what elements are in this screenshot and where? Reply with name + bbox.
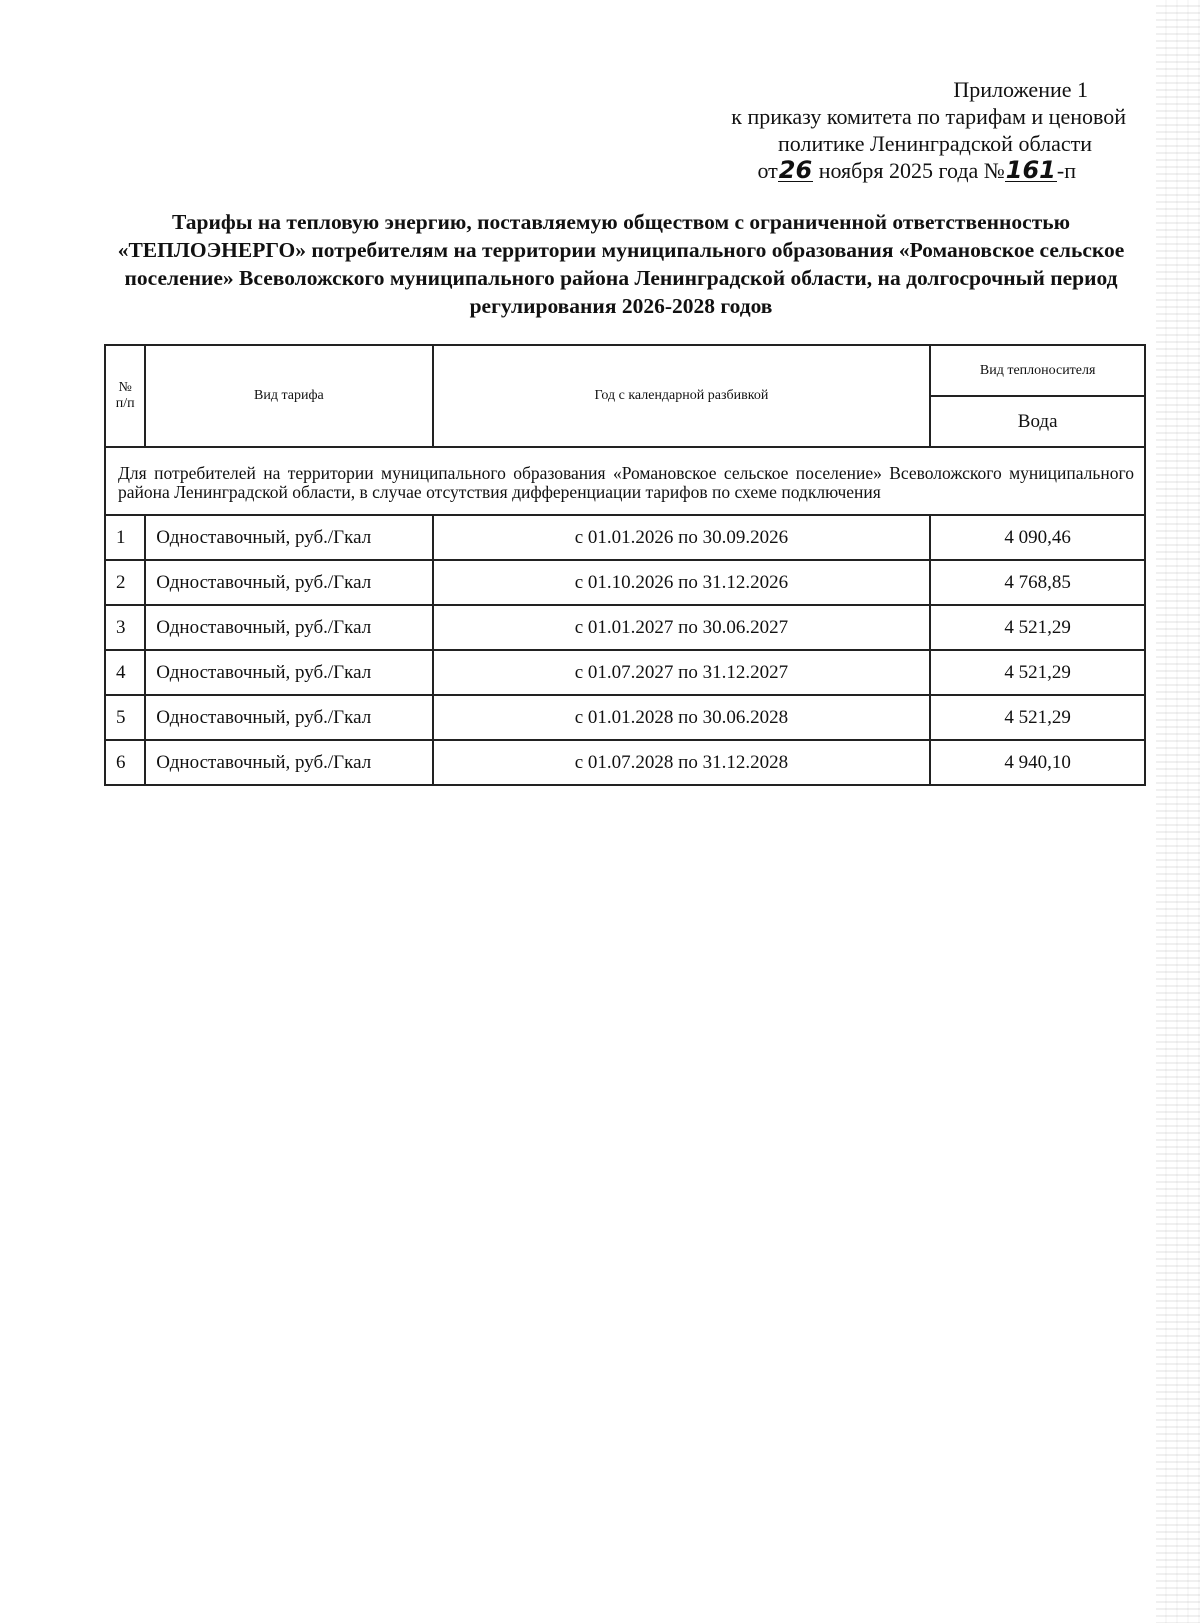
row-number: 1 bbox=[105, 515, 145, 560]
row-value: 4 940,10 bbox=[930, 740, 1145, 785]
row-tariff-type: Одноставочный, руб./Гкал bbox=[145, 695, 432, 740]
row-period: с 01.01.2026 по 30.09.2026 bbox=[433, 515, 931, 560]
row-value: 4 521,29 bbox=[930, 605, 1145, 650]
row-period: с 01.10.2026 по 31.12.2026 bbox=[433, 560, 931, 605]
table-row bbox=[105, 560, 1145, 605]
header-carrier: Вид теплоносителя bbox=[930, 345, 1145, 396]
header-water: Вода bbox=[930, 396, 1145, 447]
row-tariff-type: Одноставочный, руб./Гкал bbox=[145, 560, 432, 605]
row-period: с 01.01.2027 по 30.06.2027 bbox=[433, 605, 931, 650]
header-number bbox=[105, 345, 145, 447]
row-value: 4 521,29 bbox=[930, 650, 1145, 695]
section-description: Для потребителей на территории муниципального образования «Романовское сельское поселение» Всеволожского муниципального района Ленинградской области, в случае отсутствия дифференциации тарифов по схеме подключения bbox=[105, 447, 1145, 515]
header-number-pp: п/п bbox=[115, 396, 135, 411]
table-row bbox=[105, 605, 1145, 650]
row-tariff-type: Одноставочный, руб./Гкал bbox=[145, 515, 432, 560]
document-title: Тарифы на тепловую энергию, поставляемую обществом с ограниченной ответственностью «ТЕПЛОЭНЕРГО» потребителям на территории муниципального образования «Романовское сельское поселение» Всеволожского муниципального района Ленинградской области, на долгосрочный период регулирования 2026-2028 годов bbox=[117, 210, 1125, 318]
row-tariff-type: Одноставочный, руб./Гкал bbox=[145, 605, 432, 650]
header-period: Год с календарной разбивкой bbox=[433, 345, 931, 447]
table-row bbox=[105, 740, 1145, 785]
date-middle: ноября 2025 года № bbox=[813, 158, 1005, 183]
appendix-title: Приложение 1 bbox=[953, 77, 1088, 102]
row-value: 4 768,85 bbox=[930, 560, 1145, 605]
scan-edge-noise bbox=[1156, 0, 1200, 1623]
date-prefix: от bbox=[757, 158, 778, 183]
table-row bbox=[105, 515, 1145, 560]
table-row bbox=[105, 650, 1145, 695]
row-number: 5 bbox=[105, 695, 145, 740]
row-value: 4 521,29 bbox=[930, 695, 1145, 740]
handwritten-order-number: 161 bbox=[1005, 156, 1056, 184]
appendix-order-ref: к приказу комитета по тарифам и ценовой bbox=[731, 104, 1126, 129]
row-number: 2 bbox=[105, 560, 145, 605]
row-tariff-type: Одноставочный, руб./Гкал bbox=[145, 650, 432, 695]
appendix-date-line bbox=[731, 157, 1126, 184]
handwritten-day: 26 bbox=[778, 156, 813, 184]
order-suffix: -п bbox=[1056, 158, 1076, 183]
appendix-committee: политике Ленинградской области bbox=[777, 131, 1092, 156]
row-number: 3 bbox=[105, 605, 145, 650]
row-number: 6 bbox=[105, 740, 145, 785]
table-row bbox=[105, 695, 1145, 740]
header-tariff-type: Вид тарифа bbox=[145, 345, 432, 447]
row-period: с 01.07.2028 по 31.12.2028 bbox=[433, 740, 931, 785]
row-period: с 01.07.2027 по 31.12.2027 bbox=[433, 650, 931, 695]
row-tariff-type: Одноставочный, руб./Гкал bbox=[145, 740, 432, 785]
header-number-sign: № bbox=[118, 380, 132, 395]
appendix-header bbox=[731, 76, 1126, 184]
row-value: 4 090,46 bbox=[930, 515, 1145, 560]
tariff-table bbox=[104, 344, 1146, 786]
row-number: 4 bbox=[105, 650, 145, 695]
row-period: с 01.01.2028 по 30.06.2028 bbox=[433, 695, 931, 740]
